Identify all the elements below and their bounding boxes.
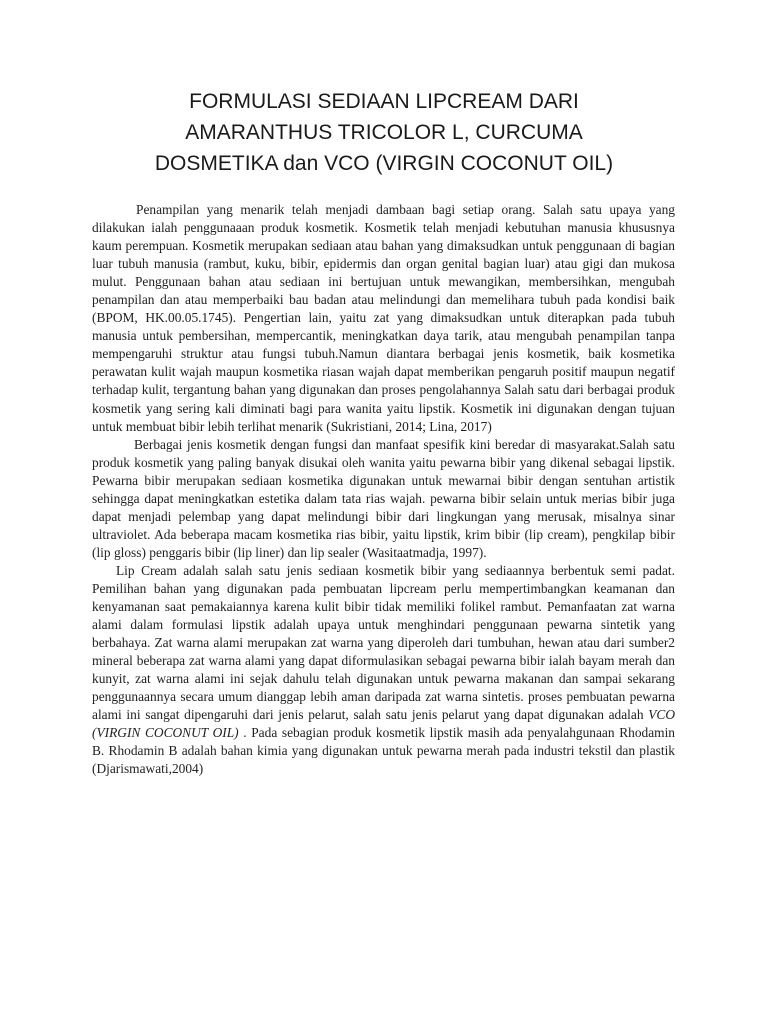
paragraph-3-text-1: Lip Cream adalah salah satu jenis sediaan kosmetik bibir yang sediaannya berbentuk semi padat. Pemilihan bahan yang digunakan pada pembuatan lipcream perlu mempertimbangkan keamanan dan kenyamanan saat pemakaiannya karena kulit bibir tidak memiliki folikel rambut. Pemanfaatan zat warna alami dalam formulasi lipstik adalah upaya untuk menghindari penggunaan pewarna sintetik yang berbahaya. Zat warna alami merupakan zat warna yang diperoleh dari tumbuhan, hewan atau dari sumber2 mineral beberapa zat warna alami yang dapat diformulasikan sebagai pewarna bibir ialah bayam merah dan kunyit, zat warna alami ini sejak dahulu telah digunakan untuk pewarna makanan dan sampai sekarang penggunaannya secara umum dianggap lebih aman daripada zat warna sintetis. proses pembuatan pewarna alami ini sangat dipengaruhi dari jenis pelarut, salah satu jenis pelarut yang dapat digunakan adalah: [92, 562, 675, 723]
paragraph-3: [92, 562, 675, 779]
paragraph-3-italic-vco: VCO (VIRGIN COCONUT OIL): [92, 707, 675, 741]
document-body: [92, 201, 675, 779]
title-line-1: FORMULASI SEDIAAN LIPCREAM DARI: [189, 90, 579, 113]
title-line-2: AMARANTHUS TRICOLOR L, CURCUMA: [185, 121, 583, 144]
document-title: [80, 86, 688, 179]
title-line-3: DOSMETIKA dan VCO (VIRGIN COCONUT OIL): [154, 152, 614, 175]
paragraph-1: Penampilan yang menarik telah menjadi dambaan bagi setiap orang. Salah satu upaya yang dilakukan ialah penggunaaan produk kosmetik. Kosmetik telah menjadi kebutuhan manusia khususnya kaum perempuan. Kosmetik merupakan sediaan atau bahan yang dimaksudkan untuk penggunaan di bagian luar tubuh manusia (rambut, kuku, bibir, epidermis dan organ genital bagian luar) atau gigi dan mukosa mulut. Penggunaan bahan atau sediaan ini bertujuan untuk mewangikan, membersihkan, mengubah penampilan dan atau memperbaiki bau badan atau melindungi dan memelihara tubuh pada kondisi baik (BPOM, HK.00.05.1745). Pengertian lain, yaitu zat yang dimaksudkan untuk diterapkan pada tubuh manusia untuk pembersihan, mempercantik, meningkatkan daya tarik, atau mengubah penampilan tanpa mempengaruhi struktur atau fungsi tubuh.Namun diantara berbagai jenis kosmetik, baik kosmetika perawatan kulit wajah maupun kosmetika riasan wajah dapat memberikan pengaruh positif maupun negatif terhadap kulit, tergantung bahan yang digunakan dan proses pengolahannya Salah satu dari berbagai produk kosmetik yang sering kali diminati bagi para wanita yaitu lipstik. Kosmetik ini digunakan dengan tujuan untuk membuat bibir lebih terlihat menarik (Sukristiani, 2014; Lina, 2017): [92, 202, 675, 434]
paragraph-3-text-2: . Pada sebagian produk kosmetik lipstik masih ada penyalahgunaan Rhodamin B. Rhodamin B adalah bahan kimia yang digunakan untuk pewarna merah pada industri tekstil dan plastik (Djarismawati,2004): [92, 725, 675, 777]
paragraph-2: Berbagai jenis kosmetik dengan fungsi dan manfaat spesifik kini beredar di masyarakat.Salah satu produk kosmetik yang paling banyak disukai oleh wanita yaitu pewarna bibir yang dikenal sebagai lipstik. Pewarna bibir merupakan sediaan kosmetika digunakan untuk mewarnai bibir dengan sentuhan artistik sehingga dapat meningkatkan estetika dalam tata rias wajah. pewarna bibir selain untuk merias bibir juga dapat menjadi pelembap yang dapat melindungi bibir dari lingkungan yang merusak, misalnya sinar ultraviolet. Ada beberapa macam kosmetika rias bibir, yaitu lipstik, krim bibir (lip cream), pengkilap bibir (lip gloss) penggaris bibir (lip liner) dan lip sealer (Wasitaatmadja, 1997).: [92, 436, 675, 560]
